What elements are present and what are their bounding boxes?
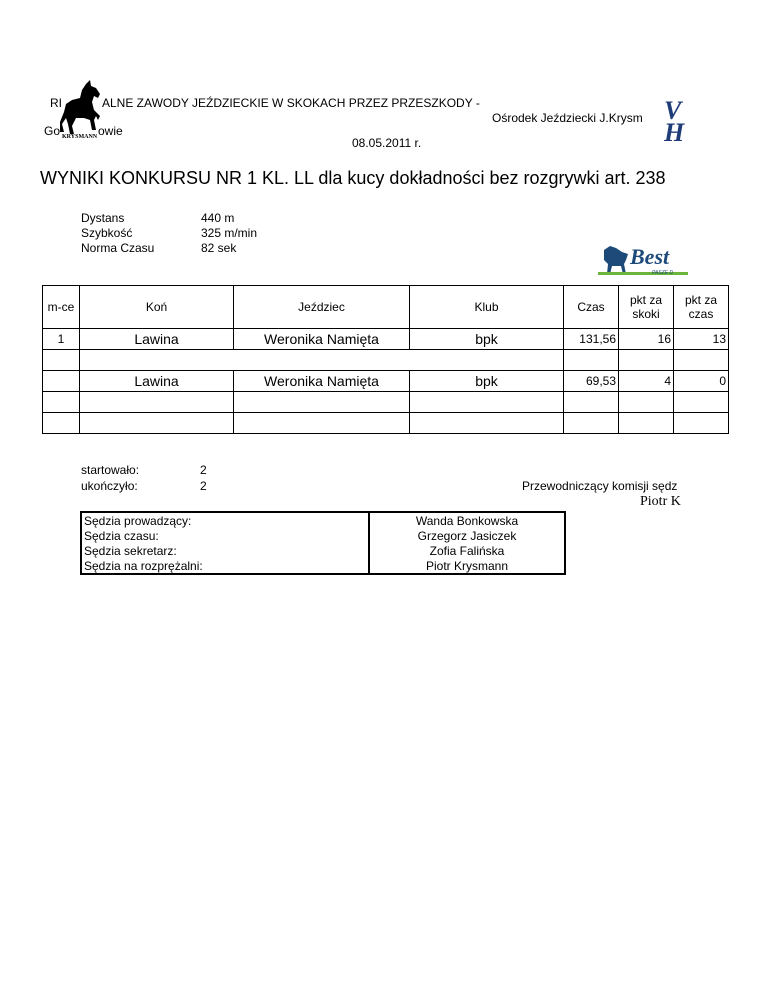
table-row xyxy=(43,350,729,371)
judge-role: Sędzia czasu: xyxy=(84,528,159,543)
cell-place xyxy=(43,371,80,392)
chair-label: Przewodniczący komisji sędz xyxy=(522,479,678,493)
header-location-a: Go xyxy=(44,124,61,138)
cell-time-points xyxy=(674,350,729,371)
stat-label-started: startowało: xyxy=(81,463,140,477)
stat-value-finished: 2 xyxy=(200,479,207,493)
cell-horse xyxy=(80,392,234,413)
cell-rider xyxy=(234,392,410,413)
cell-time xyxy=(564,413,619,434)
col-header-jump-points: pkt za skoki xyxy=(619,286,674,329)
header-location-b: owie xyxy=(98,124,123,138)
judge-name: Zofia Falińska xyxy=(369,543,565,558)
cell-time xyxy=(564,350,619,371)
judge-name: Piotr Krysmann xyxy=(369,558,565,574)
header-line1-left: RI xyxy=(50,96,62,110)
results-table xyxy=(42,285,729,434)
cell-horse: Lawina xyxy=(80,329,234,350)
header-organizer: Ośrodek Jeździecki J.Krysm xyxy=(492,111,643,125)
col-header-rider: Jeździec xyxy=(234,286,410,329)
judge-row xyxy=(81,543,565,558)
param-value-speed: 325 m/min xyxy=(201,226,258,240)
cell-place xyxy=(43,350,80,371)
cell-club xyxy=(410,413,564,434)
cell-jump-points xyxy=(619,413,674,434)
cell-time-points: 13 xyxy=(674,329,729,350)
krysmann-logo-text: KRYSMANN xyxy=(62,134,98,140)
judge-role: Sędzia na rozprężalni: xyxy=(84,558,203,573)
judge-row xyxy=(81,528,565,543)
cell-club xyxy=(410,392,564,413)
param-value-distance: 440 m xyxy=(201,211,235,225)
chair-signature: Piotr K xyxy=(640,494,681,509)
stat-value-started: 2 xyxy=(200,463,207,477)
table-row xyxy=(43,371,729,392)
judge-name: Wanda Bonkowska xyxy=(369,512,565,528)
sponsor-logo xyxy=(596,240,688,282)
stat-label-finished: ukończyło: xyxy=(81,479,138,493)
cell-rider: Weronika Namięta xyxy=(234,371,410,392)
cell-jump-points: 16 xyxy=(619,329,674,350)
judge-row xyxy=(81,558,565,574)
cell-place: 1 xyxy=(43,329,80,350)
cell-club: bpk xyxy=(410,371,564,392)
cell-jump-points xyxy=(619,392,674,413)
cell-time xyxy=(564,392,619,413)
cell-place xyxy=(43,413,80,434)
cell-jump-points xyxy=(619,350,674,371)
cell-merged xyxy=(80,350,564,371)
param-label-distance: Dystans xyxy=(81,211,125,225)
param-label-time-norm: Norma Czasu xyxy=(81,241,155,255)
cell-horse: Lawina xyxy=(80,371,234,392)
table-row xyxy=(43,392,729,413)
cell-time: 131,56 xyxy=(564,329,619,350)
col-header-horse: Koń xyxy=(80,286,234,329)
cell-horse xyxy=(80,413,234,434)
judge-role: Sędzia sekretarz: xyxy=(84,543,177,558)
judge-name: Grzegorz Jasiczek xyxy=(369,528,565,543)
col-header-time-points: pkt za czas xyxy=(674,286,729,329)
krysmann-logo xyxy=(56,80,110,144)
judges-table xyxy=(80,511,566,575)
sponsor-logo-sub: PASZE D xyxy=(652,270,674,276)
cell-club: bpk xyxy=(410,329,564,350)
cell-place xyxy=(43,392,80,413)
table-row xyxy=(43,413,729,434)
cell-time-points xyxy=(674,392,729,413)
header-line1-main: ALNE ZAWODY JEŹDZIECKIE W SKOKACH PRZEZ PRZESZKODY - xyxy=(102,96,480,110)
cell-jump-points: 4 xyxy=(619,371,674,392)
judge-role: Sędzia prowadzący: xyxy=(84,513,192,528)
col-header-club: Klub xyxy=(410,286,564,329)
cell-time-points xyxy=(674,413,729,434)
col-header-time: Czas xyxy=(564,286,619,329)
page-title: WYNIKI KONKURSU NR 1 KL. LL dla kucy dokładności bez rozgrywki art. 238 xyxy=(40,168,666,188)
cell-rider xyxy=(234,413,410,434)
cell-time-points: 0 xyxy=(674,371,729,392)
col-header-place: m-ce xyxy=(43,286,80,329)
judge-row xyxy=(81,512,565,528)
table-row xyxy=(43,329,729,350)
header-date: 08.05.2011 r. xyxy=(352,136,422,150)
right-logo: V H xyxy=(664,100,685,144)
horse-icon xyxy=(56,80,110,138)
param-label-speed: Szybkość xyxy=(81,226,133,240)
table-header-row xyxy=(43,286,729,329)
cell-time: 69,53 xyxy=(564,371,619,392)
sponsor-logo-bar xyxy=(598,272,688,275)
cell-rider: Weronika Namięta xyxy=(234,329,410,350)
param-value-time-norm: 82 sek xyxy=(201,241,237,255)
sponsor-logo-text: Best xyxy=(630,244,670,269)
